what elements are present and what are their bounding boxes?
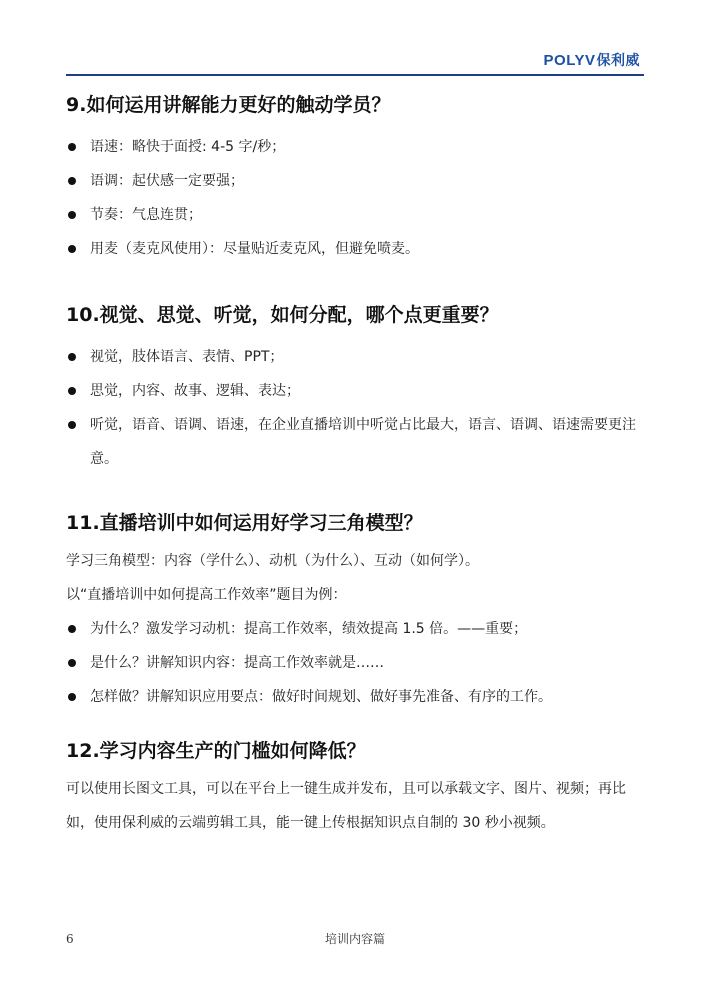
bullet-icon (68, 177, 76, 185)
section-12-heading: 12.学习内容生产的门槛如何降低？ (66, 740, 366, 762)
bullet-icon (68, 387, 76, 395)
section-11-intro: 学习三角模型：内容（学什么）、动机（为什么）、互动（如何学）。 (66, 553, 479, 569)
document-body (66, 86, 644, 840)
section-11-heading: 11.直播培训中如何运用好学习三角模型？ (66, 512, 423, 534)
list-item: 思觉，内容、故事、逻辑、表达； (66, 374, 644, 408)
bullet-icon (68, 625, 76, 633)
bullet-icon (68, 211, 76, 219)
bullet-icon (68, 143, 76, 151)
list-item: 听觉，语音、语调、语速，在企业直播培训中听觉占比最大，语言、语调、语速需要更注意。 (66, 408, 644, 476)
bullet-icon (68, 353, 76, 361)
logo-cn: 保利威 (596, 53, 640, 69)
header-divider (66, 74, 644, 76)
list-item: 为什么？激发学习动机：提高工作效率，绩效提高 1.5 倍。——重要； (66, 612, 644, 646)
bullet-icon (68, 245, 76, 253)
section-10-heading: 10.视觉、思觉、听觉，如何分配，哪个点更重要？ (66, 304, 499, 326)
list-item: 语调：起伏感一定要强； (66, 164, 644, 198)
page-number: 6 (66, 932, 74, 946)
section-12-body: 可以使用长图文工具，可以在平台上一键生成并发布，且可以承载文字、图片、视频；再比如，使用保利威的云端剪辑工具，能一键上传根据知识点自制的 30 秒小视频。 (66, 781, 626, 831)
section-11-list (66, 612, 644, 714)
list-item: 视觉，肢体语言、表情、PPT； (66, 340, 644, 374)
list-item: 用麦（麦克风使用）：尽量贴近麦克风，但避免喷麦。 (66, 232, 644, 266)
list-item: 节奏：气息连贯； (66, 198, 644, 232)
list-item: 怎样做？讲解知识应用要点：做好时间规划、做好事先准备、有序的工作。 (66, 680, 644, 714)
footer-section-title: 培训内容篇 (324, 932, 385, 946)
logo-latin: POLYV (543, 51, 596, 69)
bullet-icon (68, 659, 76, 667)
list-item: 语速：略快于面授: 4-5 字/秒； (66, 130, 644, 164)
bullet-icon (68, 421, 76, 429)
section-10-list (66, 340, 644, 476)
section-11-example: 以“直播培训中如何提高工作效率”题目为例： (66, 587, 347, 603)
polyv-logo (544, 50, 640, 70)
list-item: 是什么？讲解知识内容：提高工作效率就是…… (66, 646, 644, 680)
section-9-heading: 9.如何运用讲解能力更好的触动学员？ (66, 94, 391, 116)
section-9-list (66, 130, 644, 266)
bullet-icon (68, 693, 76, 701)
